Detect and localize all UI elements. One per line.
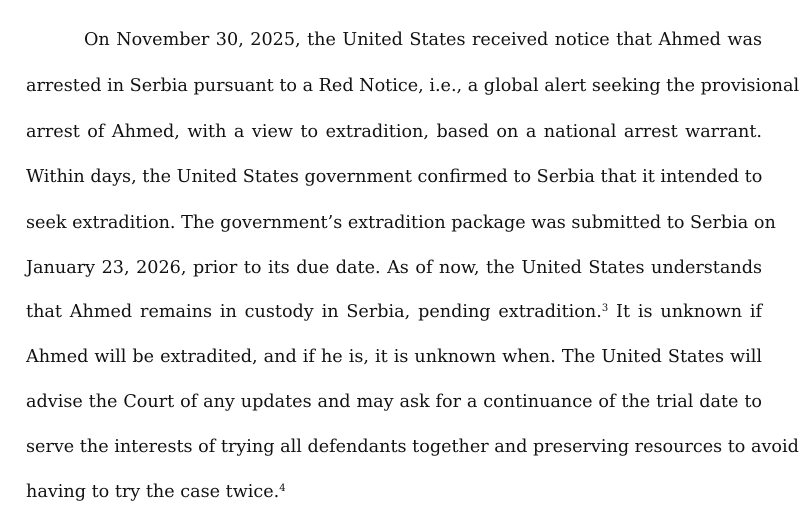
paragraph-line: arrest of Ahmed, with a view to extradition, based on a national arrest warrant. (26, 122, 762, 142)
footnote-ref-3[interactable]: 3 (601, 303, 609, 314)
paragraph-line: January 23, 2026, prior to its due date. As of now, the United States understands (26, 258, 762, 278)
paragraph-line: seek extradition. The government’s extradition package was submitted to Serbia on (26, 213, 776, 233)
footnote-ref-4[interactable]: 4 (279, 483, 286, 494)
line-text: that Ahmed remains in custody in Serbia, pending extradition. (26, 302, 602, 322)
line-text: having to try the case twice. (26, 482, 280, 502)
paragraph-line (26, 478, 762, 506)
paragraph-line: Ahmed will be extradited, and if he is, it is unknown when. The United States will (26, 347, 762, 367)
paragraph-line: On November 30, 2025, the United States received notice that Ahmed was (84, 30, 762, 50)
paragraph-line: advise the Court of any updates and may ask for a continuance of the trial date to (26, 392, 762, 412)
paragraph-line (26, 298, 762, 326)
paragraph-line: serve the interests of trying all defendants together and preserving resources to avoid (26, 437, 799, 457)
paragraph-line: arrested in Serbia pursuant to a Red Notice, i.e., a global alert seeking the provisional (26, 76, 800, 96)
paragraph-line: Within days, the United States government confirmed to Serbia that it intended to (26, 167, 763, 187)
line-text: It is unknown if (616, 302, 763, 322)
document-page (26, 0, 800, 516)
